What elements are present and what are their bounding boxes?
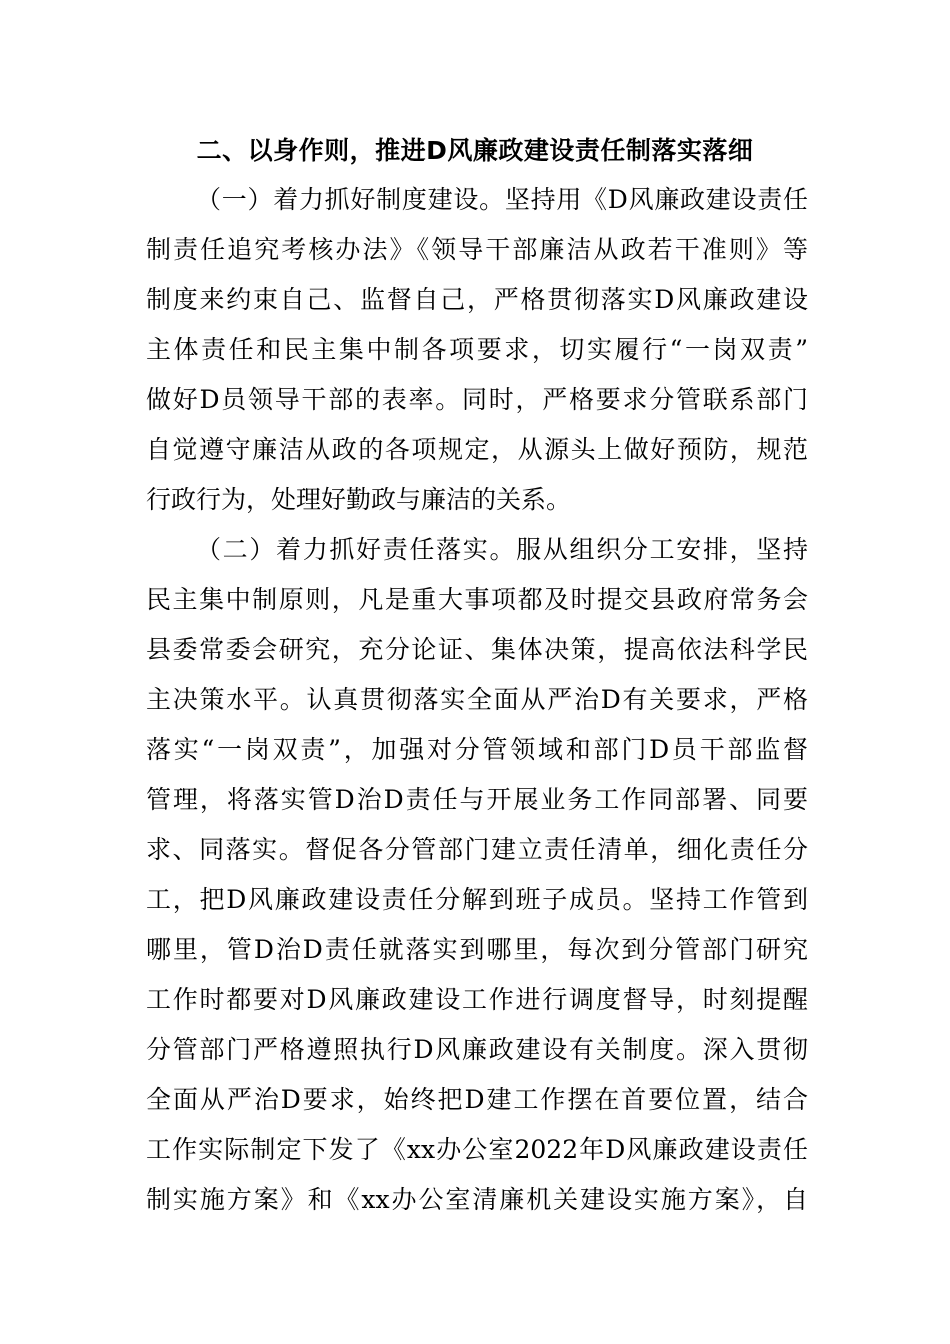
text-line: 落实“一岗双责”，加强对分管领域和部门D员干部监督 xyxy=(146,735,808,764)
text-line: （一）着力抓好制度建设。坚持用《D风廉政建设责任 xyxy=(196,185,808,214)
text-line: 行政行为，处理好勤政与廉洁的关系。 xyxy=(146,485,572,514)
text-line: 县委常委会研究，充分论证、集体决策，提高依法科学民 xyxy=(146,635,808,664)
text-line: 工作时都要对D风廉政建设工作进行调度督导，时刻提醒 xyxy=(146,985,808,1014)
text-line: 做好D员领导干部的表率。同时，严格要求分管联系部门 xyxy=(146,385,808,414)
text-line: 哪里，管D治D责任就落实到哪里，每次到分管部门研究 xyxy=(146,935,808,964)
text-line: 制责任追究考核办法》《领导干部廉洁从政若干准则》等 xyxy=(146,235,808,264)
text-line: 制度来约束自己、监督自己，严格贯彻落实D风廉政建设 xyxy=(146,285,808,314)
text-line: 民主集中制原则，凡是重大事项都及时提交县政府常务会 xyxy=(146,585,808,614)
text-line: 主体责任和民主集中制各项要求，切实履行“一岗双责” xyxy=(146,335,808,364)
text-line: （二）着力抓好责任落实。服从组织分工安排，坚持 xyxy=(196,535,808,564)
text-line: 分管部门严格遵照执行D风廉政建设有关制度。深入贯彻 xyxy=(146,1035,808,1064)
text-line: 管理，将落实管D治D责任与开展业务工作同部署、同要 xyxy=(146,785,808,814)
text-line: 制实施方案》和《xx办公室清廉机关建设实施方案》，自 xyxy=(146,1185,808,1214)
text-line: 工作实际制定下发了《xx办公室2022年D风廉政建设责任 xyxy=(146,1135,808,1164)
text-line: 求、同落实。督促各分管部门建立责任清单，细化责任分 xyxy=(146,835,808,864)
text-line: 主决策水平。认真贯彻落实全面从严治D有关要求，严格 xyxy=(146,685,808,714)
paragraph-responsibility-implementation xyxy=(146,525,808,1225)
text-line: 工，把D风廉政建设责任分解到班子成员。坚持工作管到 xyxy=(146,885,808,914)
paragraph-institution-building xyxy=(146,175,808,525)
text-line: 全面从严治D要求，始终把D建工作摆在首要位置，结合 xyxy=(146,1085,808,1114)
section-heading: 二、以身作则，推进D风廉政建设责任制落实落细 xyxy=(196,136,754,165)
text-line: 自觉遵守廉洁从政的各项规定，从源头上做好预防，规范 xyxy=(146,435,808,464)
